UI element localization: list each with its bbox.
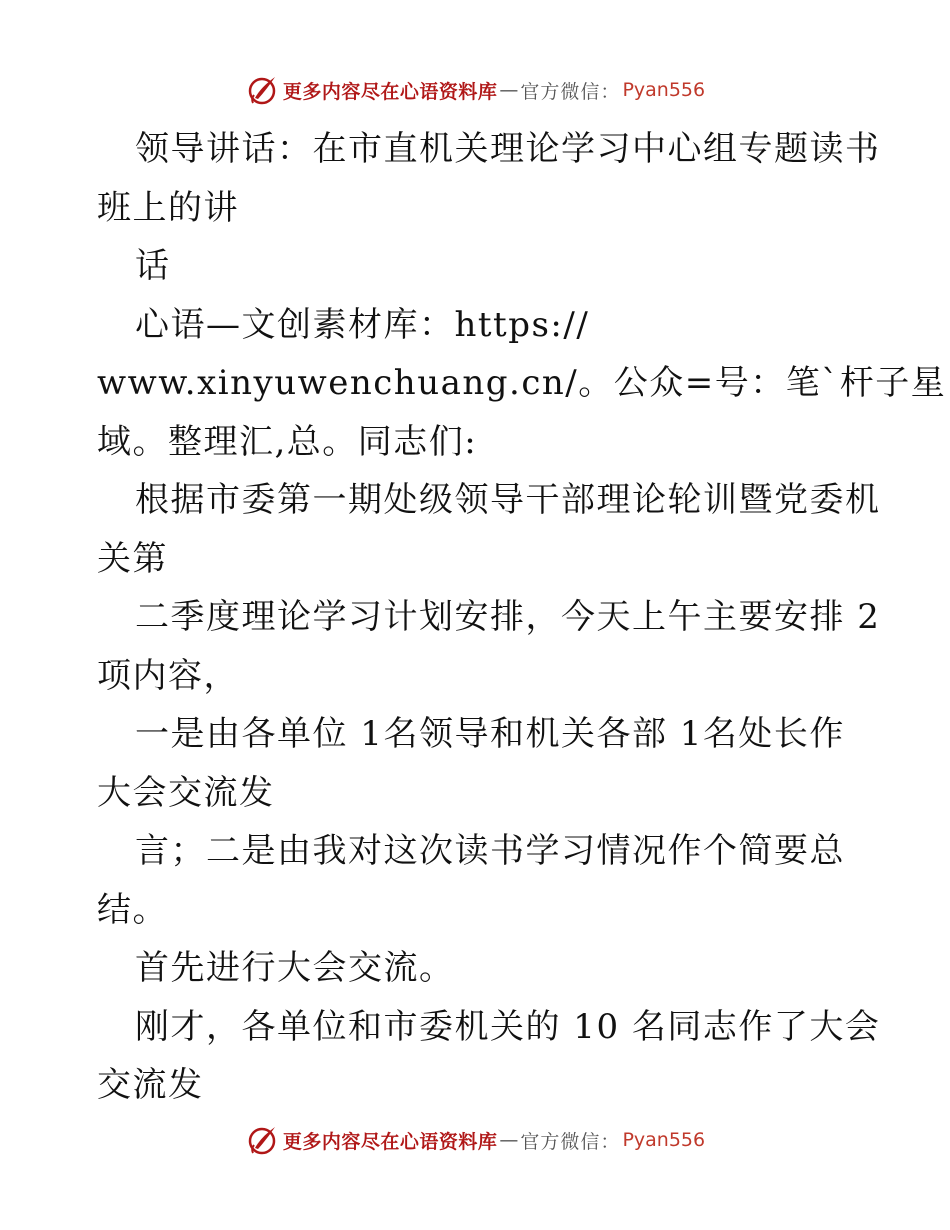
wechat-label: 官方微信： — [520, 80, 621, 103]
wechat-id: Pyan556 — [622, 1129, 706, 1151]
body-line: 域。整理汇,总。同志们: — [97, 421, 478, 462]
body-line: 言；二是由我对这次读书学习情况作个简要总 — [135, 831, 845, 871]
header-banner — [0, 70, 950, 110]
body-line: 班上的讲 — [97, 187, 239, 228]
body-line: 领导讲话：在市直机关理论学习中心组专题读书 — [135, 129, 881, 169]
document-body — [97, 120, 947, 1115]
feather-pen-logo-icon — [245, 1123, 279, 1157]
wechat-label: 官方微信： — [520, 1130, 621, 1153]
separator: — — [499, 1129, 519, 1151]
footer-banner — [0, 1120, 950, 1160]
wechat-id: Pyan556 — [622, 79, 706, 101]
body-line: 交流发 — [97, 1065, 204, 1105]
feather-pen-logo-icon — [245, 73, 279, 107]
promo-text: 更多内容尽在心语资料库 — [282, 80, 498, 103]
body-line: 二季度理论学习计划安排，今天上午主要安排 2 — [135, 597, 881, 637]
body-line: 首先进行大会交流。 — [135, 948, 455, 988]
body-line: 大会交流发 — [97, 772, 275, 813]
body-line: 结。 — [97, 889, 168, 930]
body-line: 刚才，各单位和市委机关的 10 名同志作了大会 — [135, 1006, 881, 1047]
body-line: 一是由各单位 1名领导和机关各部 1名处长作 — [135, 714, 845, 754]
body-line: 心语—文创素材库：https:// — [135, 304, 590, 345]
body-line: 关第 — [97, 538, 168, 579]
body-line: 项内容， — [97, 655, 239, 696]
body-line: 话 — [135, 246, 171, 286]
separator: — — [499, 79, 519, 101]
body-line: www.xinyuwenchuang.cn/。公众=号：笔`杆子星 — [97, 363, 947, 403]
body-line: 根据市委第一期处级领导干部理论轮训暨党委机 — [135, 480, 881, 520]
promo-text: 更多内容尽在心语资料库 — [282, 1130, 498, 1153]
